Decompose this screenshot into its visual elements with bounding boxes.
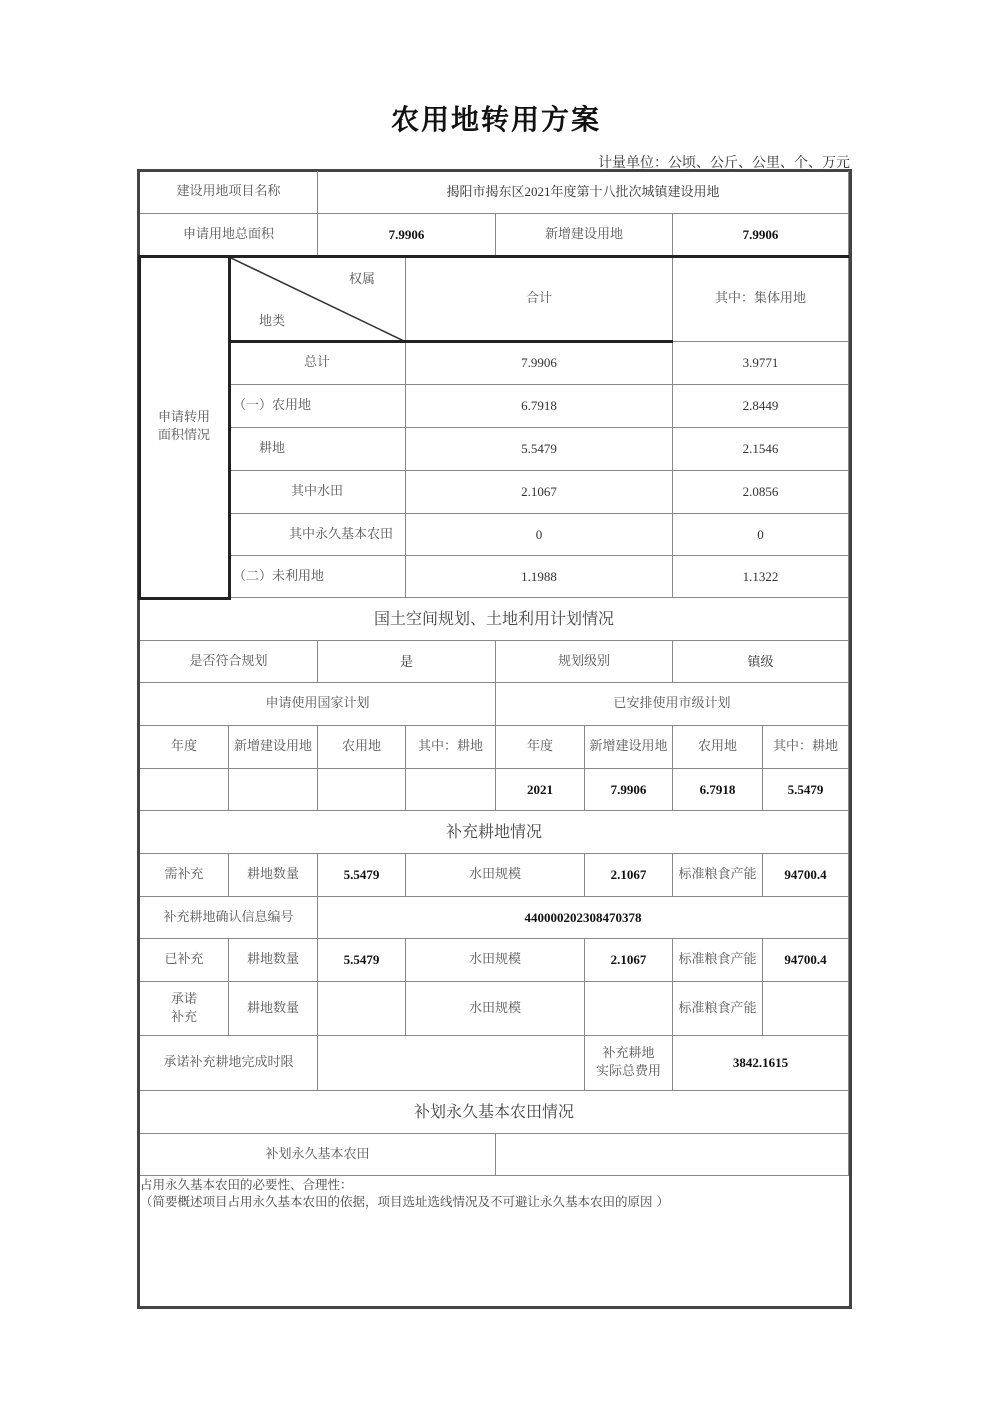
row-unused-collective: 1.1322 — [673, 556, 849, 598]
need-paddy-value: 2.1067 — [585, 854, 673, 897]
row-paddy-total: 2.1067 — [406, 471, 673, 514]
cost-label: 补充耕地 实际总费用 — [585, 1036, 673, 1091]
deadline-value — [318, 1036, 585, 1091]
new-construction-value: 7.9906 — [673, 214, 849, 257]
total-area-label: 申请用地总面积 — [140, 214, 318, 257]
page-title: 农用地转用方案 — [390, 103, 601, 136]
need-grain-label: 标准粮食产能 — [673, 854, 763, 897]
diagonal-line — [229, 257, 406, 342]
done-paddy-label: 水田规模 — [406, 939, 585, 982]
farmland-section-title: 补划永久基本农田情况 — [140, 1091, 849, 1134]
col-total-header: 合计 — [406, 257, 673, 342]
level-label: 规划级别 — [496, 641, 673, 683]
diagonal-header — [229, 257, 406, 342]
plan-value-new-2: 7.9906 — [585, 769, 673, 811]
promise-grain-value — [763, 982, 849, 1036]
plan-header-agri-2: 农用地 — [673, 726, 763, 769]
plan-header-cult-2: 其中：耕地 — [763, 726, 849, 769]
total-area-value: 7.9906 — [318, 214, 496, 257]
row-label-permanent: 其中永久基本农田 — [229, 514, 406, 556]
farmland-label: 补划永久基本农田 — [140, 1134, 496, 1176]
row-cultivated-collective: 2.1546 — [673, 428, 849, 471]
plan-value-year-2: 2021 — [496, 769, 585, 811]
confirm-code-value: 440000202308470378 — [318, 897, 849, 939]
unit-line: 计量单位：公顷、公斤、公里、个、万元 — [598, 155, 850, 171]
done-paddy-value: 2.1067 — [585, 939, 673, 982]
new-construction-label: 新增建设用地 — [496, 214, 673, 257]
plan-value-new-1 — [229, 769, 318, 811]
need-paddy-label: 水田规模 — [406, 854, 585, 897]
plan-header-agri-1: 农用地 — [318, 726, 406, 769]
row-label-unused: （二）未利用地 — [229, 556, 406, 598]
row-agri-total: 6.7918 — [406, 385, 673, 428]
row-agri-collective: 2.8449 — [673, 385, 849, 428]
promise-qty-value — [318, 982, 406, 1036]
done-qty-label: 耕地数量 — [229, 939, 318, 982]
row-label-total: 总计 — [229, 342, 406, 385]
conversion-side-label: 申请转用 面积情况 — [140, 257, 229, 598]
promise-paddy-value — [585, 982, 673, 1036]
done-grain-value: 94700.4 — [763, 939, 849, 982]
row-label-cultivated: 耕地 — [229, 428, 406, 471]
plan-header-new-1: 新增建设用地 — [229, 726, 318, 769]
row-cultivated-total: 5.5479 — [406, 428, 673, 471]
confirm-code-label: 补充耕地确认信息编号 — [140, 897, 318, 939]
farmland-value — [496, 1134, 849, 1176]
promise-paddy-label: 水田规模 — [406, 982, 585, 1036]
done-qty-value: 5.5479 — [318, 939, 406, 982]
conform-value: 是 — [318, 641, 496, 683]
plan-value-agri-1 — [318, 769, 406, 811]
plan-value-year-1 — [140, 769, 229, 811]
plan-header-year-2: 年度 — [496, 726, 585, 769]
row-total-collective: 3.9771 — [673, 342, 849, 385]
project-value: 揭阳市揭东区2021年度第十八批次城镇建设用地 — [318, 171, 849, 214]
level-value: 镇级 — [673, 641, 849, 683]
city-plan-label: 已安排使用市级计划 — [496, 683, 849, 726]
row-total-total: 7.9906 — [406, 342, 673, 385]
supplement-section-title: 补充耕地情况 — [140, 811, 849, 854]
row-permanent-total: 0 — [406, 514, 673, 556]
done-grain-label: 标准粮食产能 — [673, 939, 763, 982]
row-label-paddy: 其中水田 — [229, 471, 406, 514]
need-qty-label: 耕地数量 — [229, 854, 318, 897]
row-label-agri: （一）农用地 — [229, 385, 406, 428]
promise-qty-label: 耕地数量 — [229, 982, 318, 1036]
need-label: 需补充 — [140, 854, 229, 897]
promise-label: 承诺 补充 — [140, 982, 229, 1036]
planning-section-title: 国土空间规划、土地利用计划情况 — [140, 598, 849, 641]
row-permanent-collective: 0 — [673, 514, 849, 556]
plan-value-agri-2: 6.7918 — [673, 769, 763, 811]
plan-header-new-2: 新增建设用地 — [585, 726, 673, 769]
done-label: 已补充 — [140, 939, 229, 982]
conform-label: 是否符合规划 — [140, 641, 318, 683]
cost-value: 3842.1615 — [673, 1036, 849, 1091]
national-plan-label: 申请使用国家计划 — [140, 683, 496, 726]
promise-grain-label: 标准粮食产能 — [673, 982, 763, 1036]
necessity-note — [140, 1177, 849, 1211]
plan-header-cult-1: 其中：耕地 — [406, 726, 496, 769]
necessity-note-line1: 占用永久基本农田的必要性、合理性： — [140, 1177, 353, 1192]
plan-header-year-1: 年度 — [140, 726, 229, 769]
need-grain-value: 94700.4 — [763, 854, 849, 897]
row-paddy-collective: 2.0856 — [673, 471, 849, 514]
project-label: 建设用地项目名称 — [140, 171, 318, 214]
diag-top-label: 权属 — [349, 272, 376, 287]
plan-value-cult-1 — [406, 769, 496, 811]
deadline-label: 承诺补充耕地完成时限 — [140, 1036, 318, 1091]
row-unused-total: 1.1988 — [406, 556, 673, 598]
col-collective-header: 其中：集体用地 — [673, 257, 849, 342]
need-qty-value: 5.5479 — [318, 854, 406, 897]
diag-bottom-label: 地类 — [259, 314, 286, 329]
necessity-note-line2: （简要概述项目占用永久基本农田的依据，项目选址选线情况及不可避让永久基本农田的原因 ） — [140, 1193, 669, 1209]
plan-value-cult-2: 5.5479 — [763, 769, 849, 811]
